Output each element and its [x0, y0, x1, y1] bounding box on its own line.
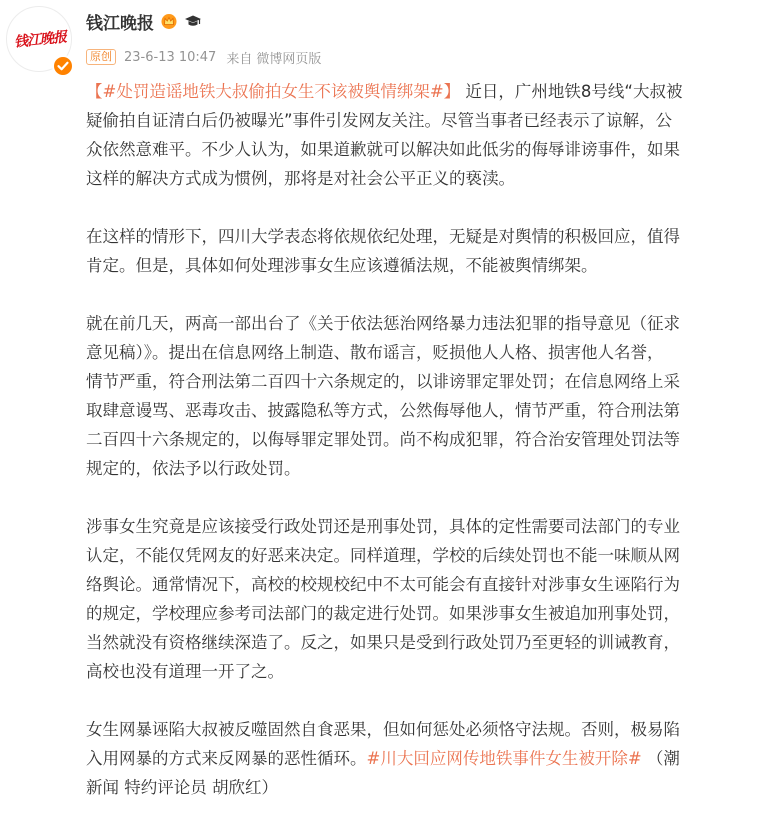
text-line: 涉事女生究竟是应该接受行政处罚还是刑事处罚，具体的定性需要司法部门的专业 — [86, 517, 680, 536]
text-segment: 近日，广州地铁8号线“大叔被 — [465, 82, 683, 101]
paragraph — [86, 77, 766, 193]
text-line: 在这样的情形下，四川大学表态将依规依纪处理，无疑是对舆情的积极回应，值得 — [86, 227, 680, 246]
topic-link[interactable]: #川大回应网传地铁事件女生被开除# — [366, 749, 642, 768]
topic-bracket-close: 】 — [443, 82, 461, 101]
text-line: 规定的，依法予以行政处罚。 — [86, 459, 301, 478]
text-line: 新闻 特约评论员 胡欣红） — [86, 778, 278, 797]
text-line: 这样的解决方式成为惯例，那将是对社会公平正义的亵渎。 — [86, 169, 515, 188]
topic-link[interactable]: #处罚造谣地铁大叔偷拍女生不该被舆情绑架# — [102, 82, 444, 101]
text-line: 取肆意谩骂、恶毒攻击、披露隐私等方式，公然侮辱他人，情节严重，符合刑法第 — [86, 401, 680, 420]
text-segment: 入用网暴的方式来反网暴的恶性循环。 — [86, 749, 367, 768]
graduation-cap-icon[interactable] — [184, 12, 202, 30]
paragraph — [86, 715, 766, 802]
text-segment: （潮 — [646, 749, 680, 768]
verified-badge-icon — [52, 55, 74, 77]
text-line: 高校也没有道理一开了之。 — [86, 662, 284, 681]
text-line: 的规定，学校理应参考司法部门的裁定进行处罚。如果涉事女生被追加刑事处罚， — [86, 604, 680, 623]
text-line: 二百四十六条规定的，以侮辱罪定罪处罚。尚不构成犯罪，符合治安管理处罚法等 — [86, 430, 680, 449]
original-tag: 原创 — [86, 49, 116, 65]
vip-crown-icon[interactable] — [160, 12, 178, 30]
text-line: 当然就没有资格继续深造了。反之，如果只是受到行政处罚乃至更轻的训诫教育， — [86, 633, 680, 652]
post-time[interactable]: 23-6-13 10:47 — [124, 49, 217, 65]
author-name[interactable]: 钱江晚报 — [86, 13, 154, 34]
text-line — [86, 744, 766, 773]
text-line: 意见稿）》。提出在信息网络上制造、散布谣言，贬损他人人格、损害他人名誉， — [86, 343, 664, 362]
text-line: 女生网暴诬陷大叔被反噬固然自食恶果，但如何惩处必须恪守法规。否则，极易陷 — [86, 720, 680, 739]
text-line: 情节严重，符合刑法第二百四十六条规定的，以诽谤罪定罪处罚；在信息网络上采 — [86, 372, 680, 391]
text-line: 肯定。但是，具体如何处理涉事女生应该遵循法规，不能被舆情绑架。 — [86, 256, 598, 275]
text-line: 疑偷拍自证清白后仍被曝光”事件引发网友关注。尽管当事者已经表示了谅解，公 — [86, 111, 673, 130]
paragraph — [86, 309, 766, 483]
topic-bracket-open: 【 — [86, 82, 103, 101]
paragraph — [86, 222, 766, 280]
source-label: 来自 — [226, 51, 253, 67]
text-line: 众依然意难平。不少人认为，如果道歉就可以解决如此低劣的侮辱诽谤事件，如果 — [86, 140, 680, 159]
source-client[interactable]: 微博网页版 — [256, 51, 322, 67]
post-content — [86, 77, 766, 802]
text-line — [86, 77, 766, 106]
avatar-logo: 钱江晚报 — [13, 29, 67, 51]
text-line: 认定，不能仅凭网友的好恶来决定。同样道理，学校的后续处罚也不能一味顺从网 — [86, 546, 680, 565]
text-line: 络舆论。通常情况下，高校的校规校纪中不太可能会有直接针对涉事女生诬陷行为 — [86, 575, 680, 594]
post-meta — [86, 48, 321, 66]
paragraph — [86, 512, 766, 686]
text-line: 就在前几天，两高一部出台了《关于依法惩治网络暴力违法犯罪的指导意见（征求 — [86, 314, 680, 333]
post-header — [86, 8, 202, 34]
